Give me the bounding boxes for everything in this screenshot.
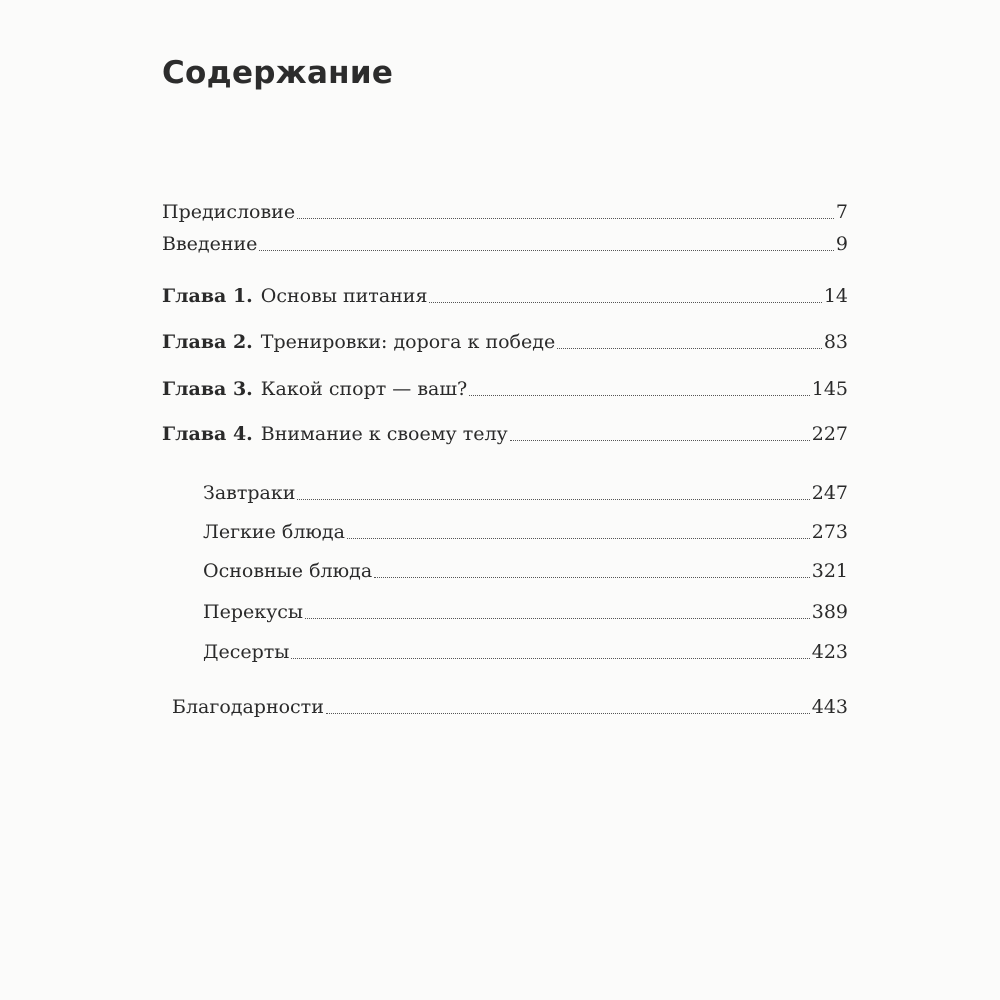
toc-entry-page: 145 <box>811 378 848 400</box>
toc-entry-page: 443 <box>811 696 848 718</box>
dot-leader <box>374 575 810 578</box>
toc-entry-title: Завтраки <box>203 482 296 504</box>
chapter-number: Глава 3. <box>162 378 253 400</box>
toc-entry-page: 83 <box>823 331 848 353</box>
toc-entry-breakfasts[interactable] <box>203 473 848 503</box>
toc-entry-snacks[interactable] <box>203 592 848 622</box>
page-title: Содержание <box>162 55 394 91</box>
toc-entry-main-courses[interactable] <box>203 551 848 581</box>
dot-leader <box>469 393 810 396</box>
dot-leader <box>557 346 822 349</box>
toc-entry-title: Предисловие <box>162 201 296 223</box>
dot-leader <box>429 300 821 303</box>
toc-entry-light-meals[interactable] <box>203 512 848 542</box>
toc-entry-page: 227 <box>811 423 848 445</box>
toc-entry-title: Основы питания <box>260 285 428 307</box>
toc-entry-title: Десерты <box>203 641 290 663</box>
chapter-number: Глава 2. <box>162 331 253 353</box>
toc-entry-title: Легкие блюда <box>203 521 345 543</box>
toc-entry-page: 321 <box>811 560 848 582</box>
toc-entry-chapter-3[interactable] <box>162 369 848 399</box>
toc-entry-title: Благодарности <box>172 696 324 718</box>
toc-entry-acknowledgements[interactable] <box>172 687 848 717</box>
toc-entry-title: Перекусы <box>203 601 304 623</box>
toc-entry-title: Внимание к своему телу <box>260 423 508 445</box>
toc-entry-desserts[interactable] <box>203 632 848 662</box>
dot-leader <box>259 248 833 251</box>
dot-leader <box>297 216 834 219</box>
toc-entry-preface[interactable] <box>162 192 848 222</box>
dot-leader <box>510 438 810 441</box>
dot-leader <box>305 616 810 619</box>
toc-entry-title: Тренировки: дорога к победе <box>260 331 556 353</box>
chapter-number: Глава 4. <box>162 423 253 445</box>
dot-leader <box>326 711 810 714</box>
toc-entry-title: Введение <box>162 233 258 255</box>
toc-entry-page: 247 <box>811 482 848 504</box>
toc-entry-introduction[interactable] <box>162 224 848 254</box>
toc-entry-chapter-1[interactable] <box>162 276 848 306</box>
toc-entry-title: Какой спорт — ваш? <box>260 378 468 400</box>
toc-entry-page: 9 <box>835 233 848 255</box>
toc-entry-page: 423 <box>811 641 848 663</box>
toc-entry-chapter-2[interactable] <box>162 322 848 352</box>
dot-leader <box>291 656 809 659</box>
toc-entry-chapter-4[interactable] <box>162 414 848 444</box>
toc-entry-title: Основные блюда <box>203 560 373 582</box>
toc-entry-page: 273 <box>811 521 848 543</box>
toc-entry-page: 389 <box>811 601 848 623</box>
toc-entry-page: 14 <box>823 285 848 307</box>
chapter-number: Глава 1. <box>162 285 253 307</box>
dot-leader <box>297 497 809 500</box>
dot-leader <box>347 536 810 539</box>
toc-entry-page: 7 <box>835 201 848 223</box>
